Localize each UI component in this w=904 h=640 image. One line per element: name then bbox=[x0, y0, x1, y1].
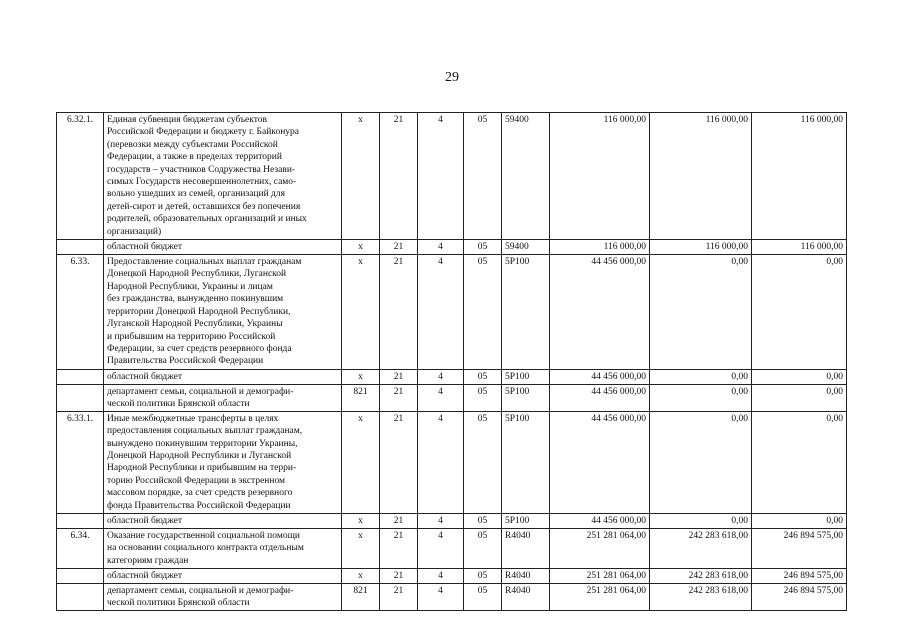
row-number bbox=[57, 584, 104, 611]
row-article: 5P100 bbox=[502, 513, 550, 528]
row-admin-code: x bbox=[342, 255, 380, 370]
row-amount-year-2: 0,00 bbox=[650, 384, 752, 411]
row-number: 6.33. bbox=[57, 255, 104, 370]
row-section: 21 bbox=[380, 584, 418, 611]
row-subsection: 4 bbox=[418, 384, 464, 411]
row-admin-code: x bbox=[342, 411, 380, 513]
table-row bbox=[57, 569, 847, 584]
row-article: 5P100 bbox=[502, 255, 550, 370]
row-program: 05 bbox=[464, 113, 502, 240]
row-amount-year-1: 116 000,00 bbox=[550, 240, 650, 255]
row-amount-year-1: 251 281 064,00 bbox=[550, 528, 650, 568]
row-number bbox=[57, 240, 104, 255]
row-amount-year-2: 0,00 bbox=[650, 513, 752, 528]
row-program: 05 bbox=[464, 255, 502, 370]
row-amount-year-1: 44 456 000,00 bbox=[550, 384, 650, 411]
row-program: 05 bbox=[464, 240, 502, 255]
row-amount-year-2: 242 283 618,00 bbox=[650, 584, 752, 611]
row-description: областной бюджет bbox=[104, 369, 342, 384]
row-description: Единая субвенция бюджетам субъектов Российской Федерации и бюджету г. Байконура (перевозки между субъектами Российской Федерации, а также в пределах территорий государств – участников Содружества Незави- симых Государств несовершеннолетних, само- вольно ушедших из семей, организаций для детей-сирот и детей, оставшихся без попечения родителей, образовательных организаций и иных организаций) bbox=[104, 113, 342, 240]
row-amount-year-2: 0,00 bbox=[650, 255, 752, 370]
row-amount-year-3: 246 894 575,00 bbox=[752, 569, 847, 584]
row-section: 21 bbox=[380, 384, 418, 411]
row-program: 05 bbox=[464, 369, 502, 384]
page-number: 29 bbox=[445, 70, 459, 85]
row-subsection: 4 bbox=[418, 113, 464, 240]
row-article: 59400 bbox=[502, 240, 550, 255]
row-amount-year-2: 242 283 618,00 bbox=[650, 528, 752, 568]
row-admin-code: 821 bbox=[342, 384, 380, 411]
row-amount-year-2: 0,00 bbox=[650, 369, 752, 384]
row-section: 21 bbox=[380, 528, 418, 568]
row-number bbox=[57, 369, 104, 384]
row-amount-year-3: 116 000,00 bbox=[752, 113, 847, 240]
row-number bbox=[57, 569, 104, 584]
row-section: 21 bbox=[380, 113, 418, 240]
row-article: 5P100 bbox=[502, 384, 550, 411]
row-amount-year-1: 44 456 000,00 bbox=[550, 255, 650, 370]
row-program: 05 bbox=[464, 411, 502, 513]
table-row bbox=[57, 369, 847, 384]
budget-table-body bbox=[57, 113, 847, 611]
row-description: областной бюджет bbox=[104, 569, 342, 584]
table-row bbox=[57, 411, 847, 513]
row-admin-code: x bbox=[342, 528, 380, 568]
row-amount-year-1: 44 456 000,00 bbox=[550, 369, 650, 384]
row-amount-year-1: 44 456 000,00 bbox=[550, 513, 650, 528]
table-row bbox=[57, 255, 847, 370]
row-amount-year-1: 251 281 064,00 bbox=[550, 569, 650, 584]
row-program: 05 bbox=[464, 569, 502, 584]
row-subsection: 4 bbox=[418, 528, 464, 568]
row-section: 21 bbox=[380, 240, 418, 255]
row-amount-year-2: 116 000,00 bbox=[650, 240, 752, 255]
row-amount-year-2: 242 283 618,00 bbox=[650, 569, 752, 584]
row-section: 21 bbox=[380, 369, 418, 384]
row-admin-code: x bbox=[342, 113, 380, 240]
row-section: 21 bbox=[380, 569, 418, 584]
row-amount-year-3: 0,00 bbox=[752, 384, 847, 411]
row-article: R4040 bbox=[502, 528, 550, 568]
row-program: 05 bbox=[464, 528, 502, 568]
table-row bbox=[57, 513, 847, 528]
row-subsection: 4 bbox=[418, 411, 464, 513]
row-admin-code: x bbox=[342, 369, 380, 384]
row-number bbox=[57, 384, 104, 411]
row-amount-year-1: 44 456 000,00 bbox=[550, 411, 650, 513]
row-subsection: 4 bbox=[418, 240, 464, 255]
row-article: 5P100 bbox=[502, 411, 550, 513]
row-amount-year-3: 0,00 bbox=[752, 513, 847, 528]
row-description: департамент семьи, социальной и демографи- ческой политики Брянской области bbox=[104, 584, 342, 611]
row-article: 5P100 bbox=[502, 369, 550, 384]
table-row bbox=[57, 113, 847, 240]
row-amount-year-1: 116 000,00 bbox=[550, 113, 650, 240]
row-subsection: 4 bbox=[418, 513, 464, 528]
row-subsection: 4 bbox=[418, 255, 464, 370]
row-amount-year-3: 116 000,00 bbox=[752, 240, 847, 255]
budget-table bbox=[56, 112, 847, 611]
row-number: 6.34. bbox=[57, 528, 104, 568]
row-description: областной бюджет bbox=[104, 513, 342, 528]
row-article: R4040 bbox=[502, 584, 550, 611]
row-amount-year-3: 0,00 bbox=[752, 411, 847, 513]
row-section: 21 bbox=[380, 513, 418, 528]
row-description: Предоставление социальных выплат гражданам Донецкой Народной Республики, Луганской Народной Республики, Украины и лицам без гражданства, вынужденно покинувшим территории Донецкой Народной Республики, Луганской Народной Республики, Украины и прибывшим на территорию Российской Федерации, за счет средств резервного фонда Правительства Российской Федерации bbox=[104, 255, 342, 370]
row-description: Оказание государственной социальной помощи на основании социального контракта отдельным категориям граждан bbox=[104, 528, 342, 568]
table-row bbox=[57, 528, 847, 568]
row-number: 6.33.1. bbox=[57, 411, 104, 513]
row-admin-code: x bbox=[342, 569, 380, 584]
row-program: 05 bbox=[464, 584, 502, 611]
table-row bbox=[57, 384, 847, 411]
row-amount-year-2: 0,00 bbox=[650, 411, 752, 513]
row-amount-year-3: 0,00 bbox=[752, 369, 847, 384]
row-section: 21 bbox=[380, 255, 418, 370]
row-admin-code: x bbox=[342, 513, 380, 528]
row-subsection: 4 bbox=[418, 369, 464, 384]
row-number: 6.32.1. bbox=[57, 113, 104, 240]
row-admin-code: x bbox=[342, 240, 380, 255]
row-article: 59400 bbox=[502, 113, 550, 240]
row-amount-year-3: 0,00 bbox=[752, 255, 847, 370]
row-article: R4040 bbox=[502, 569, 550, 584]
row-amount-year-2: 116 000,00 bbox=[650, 113, 752, 240]
row-amount-year-3: 246 894 575,00 bbox=[752, 584, 847, 611]
row-admin-code: 821 bbox=[342, 584, 380, 611]
row-subsection: 4 bbox=[418, 584, 464, 611]
row-number bbox=[57, 513, 104, 528]
row-subsection: 4 bbox=[418, 569, 464, 584]
row-description: областной бюджет bbox=[104, 240, 342, 255]
table-row bbox=[57, 584, 847, 611]
row-description: департамент семьи, социальной и демографи- ческой политики Брянской области bbox=[104, 384, 342, 411]
row-program: 05 bbox=[464, 384, 502, 411]
row-program: 05 bbox=[464, 513, 502, 528]
row-amount-year-1: 251 281 064,00 bbox=[550, 584, 650, 611]
table-row bbox=[57, 240, 847, 255]
row-description: Иные межбюджетные трансферты в целях предоставления социальных выплат гражданам, вынуждено покинувшим территории Украины, Донецкой Народной Республики и Луганской Народной Республики и прибывшим на терри- торию Российской Федерации в экстренном массовом порядке, за счет средств резервного фонда Правительства Российской Федерации bbox=[104, 411, 342, 513]
row-amount-year-3: 246 894 575,00 bbox=[752, 528, 847, 568]
row-section: 21 bbox=[380, 411, 418, 513]
